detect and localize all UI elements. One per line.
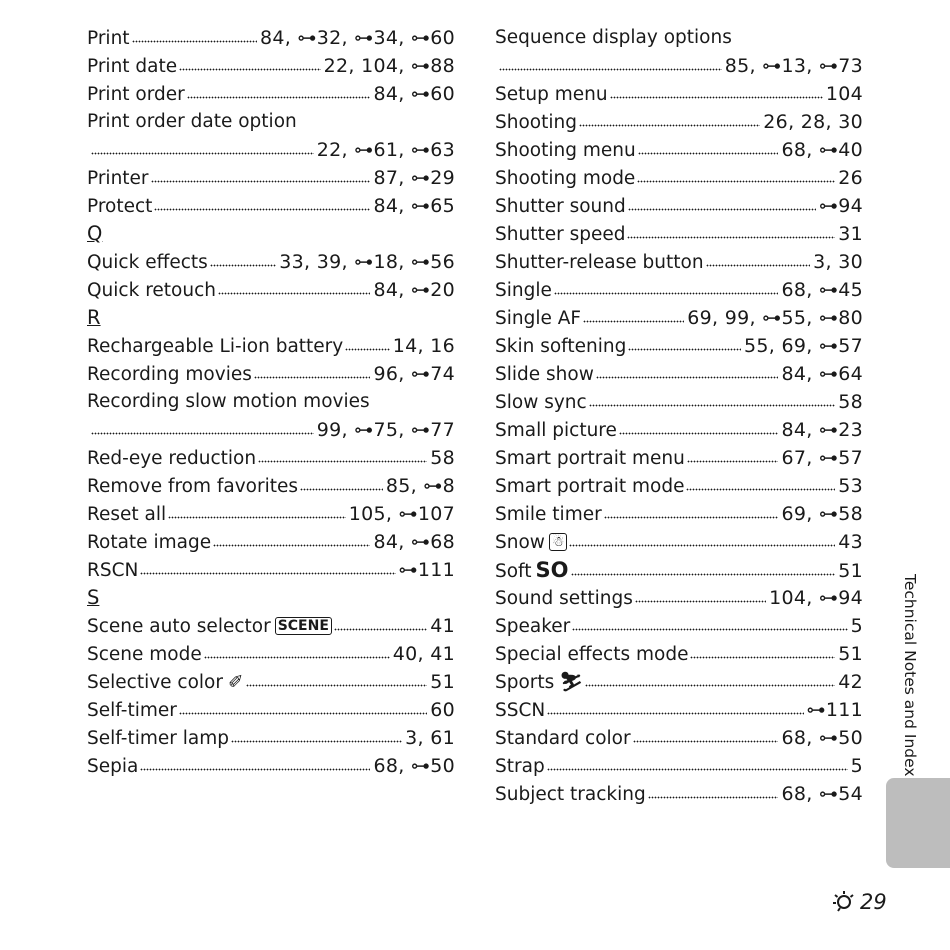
dot-leader bbox=[218, 291, 370, 296]
index-entry-term bbox=[87, 249, 208, 277]
index-entry-pages[interactable]: 58 bbox=[430, 447, 455, 469]
index-entry-term-text: Rotate image bbox=[87, 532, 212, 553]
index-entry-term bbox=[87, 669, 244, 697]
index-entry-term-text: Snow bbox=[495, 532, 545, 553]
dot-leader bbox=[154, 207, 370, 212]
index-entry[interactable] bbox=[495, 192, 863, 220]
index-entry-term bbox=[87, 501, 166, 529]
dot-leader bbox=[648, 795, 779, 800]
index-entry-term bbox=[87, 753, 138, 781]
index-entry-term bbox=[495, 556, 569, 586]
index-entry[interactable] bbox=[87, 472, 455, 500]
dot-leader bbox=[246, 683, 428, 688]
index-entry-term bbox=[495, 249, 704, 277]
index-entry-term-text: Print order bbox=[87, 84, 185, 105]
index-entry[interactable] bbox=[87, 500, 455, 528]
index-entry-pages[interactable]: 105, ⊶107 bbox=[348, 503, 455, 525]
index-entry-pages[interactable]: 87, ⊶29 bbox=[373, 167, 455, 189]
index-entry-term bbox=[495, 501, 602, 529]
index-entry-term bbox=[495, 361, 594, 389]
dot-leader bbox=[571, 572, 836, 577]
dot-leader bbox=[690, 655, 835, 660]
index-entry[interactable] bbox=[495, 584, 863, 612]
page-number bbox=[832, 886, 912, 918]
index-entry-term bbox=[87, 361, 252, 389]
dot-leader bbox=[706, 263, 811, 268]
dot-leader bbox=[140, 767, 370, 772]
index-entry-term bbox=[87, 53, 177, 81]
index-entry-pages[interactable]: 85, ⊶8 bbox=[385, 475, 455, 497]
index-entry[interactable] bbox=[495, 276, 863, 304]
index-entry[interactable] bbox=[87, 752, 455, 780]
index-entry-term-text: Printer bbox=[87, 168, 149, 189]
index-entry-term bbox=[87, 445, 256, 473]
index-entry[interactable] bbox=[495, 752, 863, 780]
dot-leader bbox=[210, 263, 276, 268]
index-entry-pages[interactable]: 51 bbox=[838, 560, 863, 582]
index-entry-term bbox=[87, 25, 130, 53]
soft-effect-icon: SO bbox=[535, 558, 569, 582]
index-entry-pages[interactable]: 22, ⊶61, ⊶63 bbox=[316, 139, 455, 161]
index-entry[interactable] bbox=[495, 612, 863, 640]
dot-leader bbox=[179, 711, 427, 716]
index-entry-term-text: Shooting bbox=[495, 112, 577, 133]
index-entry[interactable] bbox=[495, 220, 863, 248]
index-entry-term bbox=[495, 221, 625, 249]
index-entry[interactable] bbox=[495, 556, 863, 584]
dot-leader bbox=[547, 767, 848, 772]
index-entry-term bbox=[495, 445, 685, 473]
index-entry-term-text: Single AF bbox=[495, 308, 582, 329]
index-entry-term-text: Reset all bbox=[87, 504, 167, 525]
index-entry-term bbox=[87, 641, 202, 669]
index-column-left bbox=[87, 24, 455, 780]
index-letter-heading: R bbox=[87, 306, 101, 329]
index-entry-pages[interactable]: 14, 16 bbox=[392, 335, 455, 357]
index-entry-term-text: Skin softening bbox=[495, 336, 627, 357]
index-entry-term bbox=[87, 529, 211, 557]
index-entry-pages[interactable]: 5 bbox=[850, 615, 863, 637]
dot-leader bbox=[635, 599, 766, 604]
index-entry-term bbox=[87, 333, 343, 361]
index-entry-term-text: Slide show bbox=[495, 364, 594, 385]
index-entry-pages[interactable]: 68, ⊶54 bbox=[781, 783, 863, 805]
index-entry-term bbox=[87, 193, 152, 221]
index-entry-term bbox=[87, 81, 185, 109]
index-entry-term-text: Quick effects bbox=[87, 252, 208, 273]
index-entry[interactable] bbox=[87, 416, 455, 444]
index-entry-term-text: Shooting mode bbox=[495, 168, 636, 189]
dot-leader bbox=[585, 683, 835, 688]
index-entry-term bbox=[495, 641, 688, 669]
index-entry-term-text: Protect bbox=[87, 196, 153, 217]
index-entry-pages[interactable]: 85, ⊶13, ⊶73 bbox=[724, 55, 863, 77]
index-entry-term bbox=[495, 81, 608, 109]
index-entry-pages[interactable]: 42 bbox=[838, 671, 863, 693]
dot-leader bbox=[628, 347, 741, 352]
dot-leader bbox=[132, 39, 257, 44]
index-entry-term bbox=[495, 417, 617, 445]
index-entry-term bbox=[495, 305, 581, 333]
index-entry-pages[interactable]: 3, 61 bbox=[405, 727, 455, 749]
index-entry-pages[interactable]: 55, 69, ⊶57 bbox=[744, 335, 863, 357]
index-entry-pages[interactable]: 41 bbox=[430, 615, 455, 637]
index-entry-pages[interactable]: 84, ⊶60 bbox=[373, 83, 455, 105]
index-entry[interactable] bbox=[495, 248, 863, 276]
dot-leader bbox=[258, 459, 427, 464]
index-entry-pages[interactable]: 99, ⊶75, ⊶77 bbox=[316, 419, 455, 441]
index-entry-term-text: Sound settings bbox=[495, 588, 633, 609]
index-entry-term-text: Shutter sound bbox=[495, 196, 626, 217]
index-entry-term: Print order date option bbox=[87, 111, 297, 132]
dot-leader bbox=[499, 67, 722, 72]
section-tab-label: Technical Notes and Index bbox=[901, 574, 919, 777]
index-entry[interactable] bbox=[495, 528, 863, 556]
index-entry-pages[interactable]: 26, 28, 30 bbox=[763, 111, 863, 133]
index-entry[interactable] bbox=[87, 360, 455, 388]
index-letter-heading: Q bbox=[87, 222, 103, 245]
dot-leader bbox=[204, 655, 390, 660]
index-entry-term-text: Strap bbox=[495, 756, 545, 777]
index-entry-term bbox=[495, 333, 626, 361]
index-entry-term bbox=[495, 137, 636, 165]
dot-leader bbox=[91, 431, 314, 436]
index-entry[interactable] bbox=[495, 668, 863, 696]
index-entry-term bbox=[87, 165, 149, 193]
index-entry-term-text: Shooting menu bbox=[495, 140, 636, 161]
index-entry[interactable] bbox=[87, 556, 455, 584]
index-entry-term bbox=[495, 193, 626, 221]
dot-leader bbox=[687, 459, 779, 464]
scene-mode-icon: ☃ bbox=[549, 533, 568, 551]
dot-leader bbox=[610, 95, 823, 100]
index-entry-term-text: Self-timer lamp bbox=[87, 728, 229, 749]
index-entry-term-text: Soft bbox=[495, 561, 532, 582]
index-entry-pages[interactable]: 40, 41 bbox=[392, 643, 455, 665]
index-letter-heading: S bbox=[87, 586, 100, 609]
index-entry-pages[interactable]: 84, ⊶23 bbox=[781, 419, 863, 441]
index-entry[interactable] bbox=[87, 528, 455, 556]
dot-leader bbox=[638, 151, 779, 156]
index-entry-term-text: Shutter-release button bbox=[495, 252, 704, 273]
index-entry-term-text: Selective color bbox=[87, 672, 223, 693]
index-entry[interactable] bbox=[87, 24, 455, 52]
index-entry-pages[interactable]: 3, 30 bbox=[813, 251, 863, 273]
index-entry-term-text: Smile timer bbox=[495, 504, 602, 525]
index-entry[interactable] bbox=[495, 780, 863, 808]
dot-leader bbox=[583, 319, 684, 324]
index-entry[interactable] bbox=[495, 332, 863, 360]
dot-leader bbox=[627, 235, 835, 240]
index-entry-term bbox=[495, 697, 545, 725]
index-entry-term bbox=[495, 585, 633, 613]
index-entry-term-text: Smart portrait menu bbox=[495, 448, 685, 469]
index-entry-term-text: Red-eye reduction bbox=[87, 448, 257, 469]
index-entry[interactable] bbox=[87, 80, 455, 108]
page-number-text: 29 bbox=[860, 890, 887, 914]
index-entry-term-text: Slow sync bbox=[495, 392, 587, 413]
index-entry-term bbox=[495, 389, 587, 417]
dot-leader bbox=[213, 543, 370, 548]
index-entry[interactable] bbox=[495, 416, 863, 444]
index-entry-term-text: Rechargeable Li-ion battery bbox=[87, 336, 344, 357]
index-entry-term-text: Print bbox=[87, 28, 130, 49]
index-column-right bbox=[495, 24, 863, 808]
index-entry[interactable] bbox=[495, 52, 863, 80]
index-entry-pages[interactable]: 60 bbox=[430, 699, 455, 721]
index-entry-pages[interactable]: ⊶94 bbox=[818, 195, 863, 217]
index-entry[interactable] bbox=[87, 640, 455, 668]
index-entry[interactable] bbox=[87, 276, 455, 304]
index-entry-term-text: Remove from favorites bbox=[87, 476, 299, 497]
index-entry[interactable] bbox=[495, 108, 863, 136]
scene-mode-icon: SCENE bbox=[275, 617, 332, 635]
index-entry-term bbox=[495, 669, 583, 697]
index-entry-pages[interactable]: 84, ⊶68 bbox=[373, 531, 455, 553]
index-entry[interactable] bbox=[87, 724, 455, 752]
index-entry[interactable] bbox=[495, 696, 863, 724]
index-entry-pages[interactable]: 69, ⊶58 bbox=[781, 503, 863, 525]
index-entry[interactable] bbox=[87, 164, 455, 192]
index-entry-term bbox=[495, 473, 684, 501]
section-tab[interactable] bbox=[886, 778, 950, 868]
dot-leader bbox=[345, 347, 390, 352]
index-entry-term-text: Single bbox=[495, 280, 552, 301]
index-entry-term bbox=[495, 725, 631, 753]
index-entry-term-text: Self-timer bbox=[87, 700, 177, 721]
index-entry-term bbox=[495, 529, 567, 557]
index-entry-pages[interactable]: 22, 104, ⊶88 bbox=[323, 55, 455, 77]
index-entry[interactable] bbox=[495, 444, 863, 472]
index-entry-pages[interactable]: 53 bbox=[838, 475, 863, 497]
dot-leader bbox=[637, 179, 835, 184]
index-entry[interactable] bbox=[495, 136, 863, 164]
index-entry-pages[interactable]: 51 bbox=[838, 643, 863, 665]
index-entry-pages[interactable]: 104 bbox=[825, 83, 863, 105]
index-entry-term-text: Setup menu bbox=[495, 84, 608, 105]
index-entry-term bbox=[87, 473, 298, 501]
index-entry-term bbox=[495, 613, 570, 641]
index-entry-term-text: SSCN bbox=[495, 700, 546, 721]
dot-leader bbox=[628, 207, 816, 212]
index-entry[interactable] bbox=[495, 80, 863, 108]
dot-leader bbox=[547, 711, 803, 716]
dot-leader bbox=[633, 739, 779, 744]
index-entry-term bbox=[87, 557, 138, 585]
dot-leader bbox=[619, 431, 779, 436]
index-entry-term-text: Print date bbox=[87, 56, 178, 77]
index-entry-term-text: Recording movies bbox=[87, 364, 252, 385]
index-entry-pages[interactable]: 68, ⊶40 bbox=[781, 139, 863, 161]
index-entry-pages[interactable]: ⊶111 bbox=[806, 699, 863, 721]
index-entry-term bbox=[495, 109, 577, 137]
index-entry-pages[interactable]: 69, 99, ⊶55, ⊶80 bbox=[687, 307, 863, 329]
index-entry-term bbox=[87, 277, 216, 305]
index-entry-term bbox=[87, 725, 229, 753]
dot-leader bbox=[569, 543, 835, 548]
index-entry-term-text: Scene auto selector bbox=[87, 616, 271, 637]
index-entry-term: Sequence display options bbox=[495, 27, 732, 48]
index-entry-pages[interactable]: 104, ⊶94 bbox=[769, 587, 863, 609]
index-entry-term: Recording slow motion movies bbox=[87, 391, 370, 412]
index-entry-pages[interactable]: 31 bbox=[838, 223, 863, 245]
index-entry[interactable] bbox=[495, 388, 863, 416]
index-entry[interactable] bbox=[87, 192, 455, 220]
index-entry-pages[interactable]: 33, 39, ⊶18, ⊶56 bbox=[279, 251, 455, 273]
dot-leader bbox=[334, 627, 427, 632]
dot-leader bbox=[554, 291, 779, 296]
dot-leader bbox=[254, 375, 371, 380]
index-entry-term bbox=[495, 781, 646, 809]
index-entry[interactable] bbox=[495, 640, 863, 668]
index-entry-term-text: Sepia bbox=[87, 756, 139, 777]
index-entry[interactable] bbox=[495, 724, 863, 752]
index-entry-term-text: Small picture bbox=[495, 420, 617, 441]
index-entry-pages[interactable]: 84, ⊶20 bbox=[373, 279, 455, 301]
index-entry[interactable] bbox=[87, 668, 455, 696]
index-entry-pages[interactable]: 68, ⊶50 bbox=[373, 755, 455, 777]
dot-leader bbox=[300, 487, 383, 492]
index-entry-term-text: Smart portrait mode bbox=[495, 476, 685, 497]
index-entry-term-text: Subject tracking bbox=[495, 784, 646, 805]
index-entry[interactable] bbox=[495, 164, 863, 192]
index-entry-pages[interactable]: 68, ⊶45 bbox=[781, 279, 863, 301]
index-entry-term-text: Standard color bbox=[495, 728, 631, 749]
index-entry-pages[interactable]: 26 bbox=[838, 167, 863, 189]
index-entry[interactable] bbox=[87, 696, 455, 724]
index-entry[interactable] bbox=[87, 248, 455, 276]
index-entry-term-text: Shutter speed bbox=[495, 224, 626, 245]
dot-leader bbox=[91, 151, 314, 156]
index-entry-term-text: Quick retouch bbox=[87, 280, 216, 301]
index-entry-pages[interactable]: 51 bbox=[430, 671, 455, 693]
dot-leader bbox=[151, 179, 371, 184]
index-entry[interactable] bbox=[87, 52, 455, 80]
index-entry[interactable] bbox=[495, 472, 863, 500]
dot-leader bbox=[686, 487, 835, 492]
dot-leader bbox=[168, 515, 346, 520]
dot-leader bbox=[579, 123, 760, 128]
index-entry-pages[interactable]: 58 bbox=[838, 391, 863, 413]
index-entry-pages[interactable]: 96, ⊶74 bbox=[373, 363, 455, 385]
dot-leader bbox=[231, 739, 402, 744]
index-entry-term bbox=[495, 277, 552, 305]
index-entry-term bbox=[495, 165, 635, 193]
index-entry-term-text: RSCN bbox=[87, 560, 139, 581]
index-entry-pages[interactable]: 43 bbox=[838, 531, 863, 553]
index-entry-pages[interactable]: 5 bbox=[850, 755, 863, 777]
index-entry-term bbox=[87, 613, 332, 641]
index-entry[interactable] bbox=[495, 500, 863, 528]
index-entry[interactable] bbox=[87, 612, 455, 640]
index-entry-pages[interactable]: 84, ⊶65 bbox=[373, 195, 455, 217]
index-entry-term bbox=[495, 753, 545, 781]
index-entry-term-text: Speaker bbox=[495, 616, 571, 637]
dot-leader bbox=[589, 403, 836, 408]
index-entry-pages[interactable]: ⊶111 bbox=[398, 559, 455, 581]
index-entry-term-text: Special effects mode bbox=[495, 644, 689, 665]
index-entry-pages[interactable]: 67, ⊶57 bbox=[781, 447, 863, 469]
dot-leader bbox=[596, 375, 779, 380]
mode-glyph-icon: ⛷ bbox=[559, 672, 583, 693]
dot-leader bbox=[140, 571, 395, 576]
mode-glyph-icon: ✐ bbox=[227, 672, 244, 693]
index-entry-pages[interactable]: 68, ⊶50 bbox=[781, 727, 863, 749]
technical-notes-icon bbox=[832, 889, 858, 915]
index-entry-term bbox=[87, 697, 177, 725]
dot-leader bbox=[604, 515, 779, 520]
index-entry[interactable] bbox=[87, 136, 455, 164]
dot-leader bbox=[187, 95, 371, 100]
dot-leader bbox=[572, 627, 847, 632]
index-entry-pages[interactable]: 84, ⊶32, ⊶34, ⊶60 bbox=[259, 27, 455, 49]
dot-leader bbox=[179, 67, 320, 72]
index-entry[interactable] bbox=[495, 360, 863, 388]
index-entry-term-text: Scene mode bbox=[87, 644, 202, 665]
index-entry[interactable] bbox=[87, 332, 455, 360]
index-entry[interactable] bbox=[495, 304, 863, 332]
index-entry[interactable] bbox=[87, 444, 455, 472]
index-entry-pages[interactable]: 84, ⊶64 bbox=[781, 363, 863, 385]
index-entry-term-text: Sports bbox=[495, 672, 555, 693]
